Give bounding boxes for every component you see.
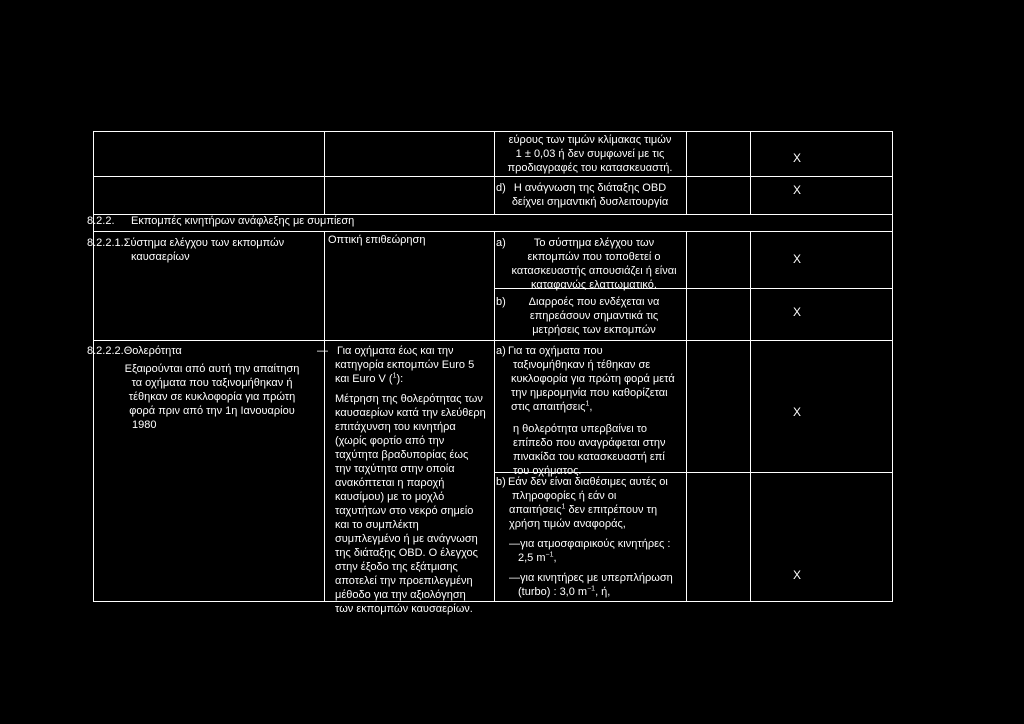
defect-line: 2,5 $m^{-1}$, — [518, 551, 557, 564]
exemption-line: τέθηκαν σε κυκλοφορία για πρώτη — [128, 391, 296, 403]
assessment-mark: X — [792, 405, 801, 419]
column-divider — [324, 231, 325, 602]
defect-text: προδιαγραφές του κατασκευαστή. — [507, 162, 673, 174]
defect-line: Διαρροές που ενδέχεται να — [528, 296, 660, 308]
defect-line: απαιτήσεις$^1$ δεν επιτρέπουν τη — [509, 503, 658, 516]
defect-line: Για τα οχήματα που — [508, 345, 603, 357]
defect-line: επίπεδο που αναγράφεται στην — [513, 437, 666, 449]
table-row — [494, 181, 686, 209]
defect-line: (turbo) : 3,0 $m^{-1}$, ή, — [518, 585, 611, 598]
method-line: μέθοδο για την αξιολόγηση — [335, 589, 466, 601]
method-line: επιτάχυνση του κινητήρα — [335, 421, 456, 433]
method-line: ταχύτητα βραδυπορίας έως — [335, 449, 469, 461]
item-title — [87, 236, 284, 264]
method-line: ταχυτήτων στο νεκρό σημείο — [335, 505, 474, 517]
defect-line: κατασκευαστής απουσιάζει ή είναι — [511, 265, 677, 277]
defect-text — [498, 295, 690, 337]
item-exemption — [118, 362, 306, 432]
method-line: ανακόπτεται η παροχή — [335, 477, 445, 489]
defect-line: καταφανώς ελαττωματικό. — [531, 279, 657, 291]
exemption-line: τα οχήματα που ταξινομήθηκαν ή — [131, 377, 293, 389]
defect-line: η θολερότητα υπερβαίνει το — [513, 423, 647, 435]
assessment-mark: X — [792, 151, 801, 165]
method-line: καυσίμου) με το μοχλό — [335, 491, 445, 503]
defect-line: χρήση τιμών αναφοράς, — [509, 518, 626, 530]
section-number: 8.2.2. — [87, 215, 115, 227]
defect-line: —για ατμοσφαιρικούς κινητήρες : — [509, 538, 671, 550]
defect-text — [508, 344, 675, 478]
assessment-mark: X — [792, 305, 801, 319]
defect-line: μετρήσεις των εκπομπών — [532, 324, 656, 336]
defect-text: εύρους των τιμών κλίμακας τιμών — [508, 134, 672, 146]
method-line: στην έξοδο της εξάτμισης — [335, 561, 458, 573]
test-method: Οπτική επιθεώρηση — [328, 234, 426, 246]
method-line: κατηγορία εκπομπών Euro 5 — [335, 359, 475, 371]
defect-letter: d) — [496, 182, 506, 194]
row-divider — [93, 340, 893, 341]
method-line: καυσαερίων κατά την ελεύθερη — [335, 407, 486, 419]
defect-letter: a) — [496, 237, 506, 249]
defect-line: εκπομπών που τοποθετεί ο — [527, 251, 661, 263]
section-title: Εκπομπές κινητήρων ανάφλεξης με συμπίεση — [131, 215, 355, 227]
assessment-mark: X — [792, 568, 801, 582]
defect-line: ταξινομήθηκαν ή τέθηκαν σε — [513, 359, 651, 371]
column-divider — [750, 231, 751, 602]
column-divider — [686, 131, 687, 214]
method-line: αποτελεί την προεπιλεγμένη — [335, 575, 473, 587]
table-row — [494, 133, 686, 175]
defect-text — [498, 236, 690, 292]
method-line: Για οχήματα έως και την — [337, 345, 454, 357]
method-line: Μέτρηση της θολερότητας των — [335, 393, 483, 405]
defect-line: Το σύστημα ελέγχου των — [533, 237, 655, 249]
defect-text: 1 ± 0,03 ή δεν συμφωνεί με τις — [515, 148, 665, 160]
defect-line: Εάν δεν είναι διαθέσιμες αυτές οι — [508, 476, 668, 488]
defect-letter: b) — [496, 296, 506, 308]
method-line: των εκπομπών καυσαερίων. — [335, 603, 473, 615]
defect-line: του οχήματος. — [513, 465, 582, 477]
defect-text — [508, 475, 673, 599]
exemption-line: 1980 — [132, 419, 157, 431]
defect-text: Η ανάγνωση της διάταξης OBD — [513, 182, 667, 194]
defect-text: δείχνει σημαντική δυσλειτουργία — [511, 196, 669, 208]
defect-line: την ημερομηνία που καθορίζεται — [511, 387, 668, 399]
row-divider — [93, 176, 893, 177]
column-divider — [494, 231, 495, 602]
method-line: συμπλεγμένο ή με ανάγνωση — [335, 533, 478, 545]
column-divider — [750, 131, 751, 214]
item-title-line: καυσαερίων — [131, 251, 190, 263]
test-method — [335, 344, 486, 616]
column-divider — [324, 131, 325, 214]
method-line: την ταχύτητα στην οποία — [335, 463, 455, 475]
row-divider — [93, 231, 893, 232]
defect-line: επηρεάσουν σημαντικά τις — [529, 310, 659, 322]
defect-line: κυκλοφορία για πρώτη φορά μετά — [511, 373, 675, 385]
method-line: (χωρίς φορτίο από την — [335, 435, 445, 447]
defect-line: —για κινητήρες με υπερπλήρωση — [509, 572, 673, 584]
exemption-line: φορά πριν από την 1η Ιανουαρίου — [129, 405, 295, 417]
defect-letter: a) — [496, 345, 506, 357]
exemption-line: Εξαιρούνται από αυτή την απαίτηση — [124, 363, 300, 375]
defect-line: πληροφορίες ή εάν οι — [512, 490, 617, 502]
method-line: της διάταξης OBD. Ο έλεγχος — [335, 547, 478, 559]
method-line: και Euro V ($^1$): — [335, 372, 404, 385]
defect-letter: b) — [496, 476, 506, 488]
assessment-mark: X — [792, 252, 801, 266]
item-title: 8.2.2.2.Θολερότητα — [87, 345, 182, 357]
defect-line: πινακίδα του κατασκευαστή επί — [513, 451, 665, 463]
assessment-mark: X — [792, 183, 801, 197]
method-line: και το συμπλέκτη — [335, 519, 419, 531]
method-dash: — — [317, 345, 328, 357]
item-title-line: 8.2.2.1.Σύστημα ελέγχου των εκπομπών — [87, 237, 285, 249]
defect-line: στις απαιτήσεις$^1$, — [511, 400, 593, 413]
